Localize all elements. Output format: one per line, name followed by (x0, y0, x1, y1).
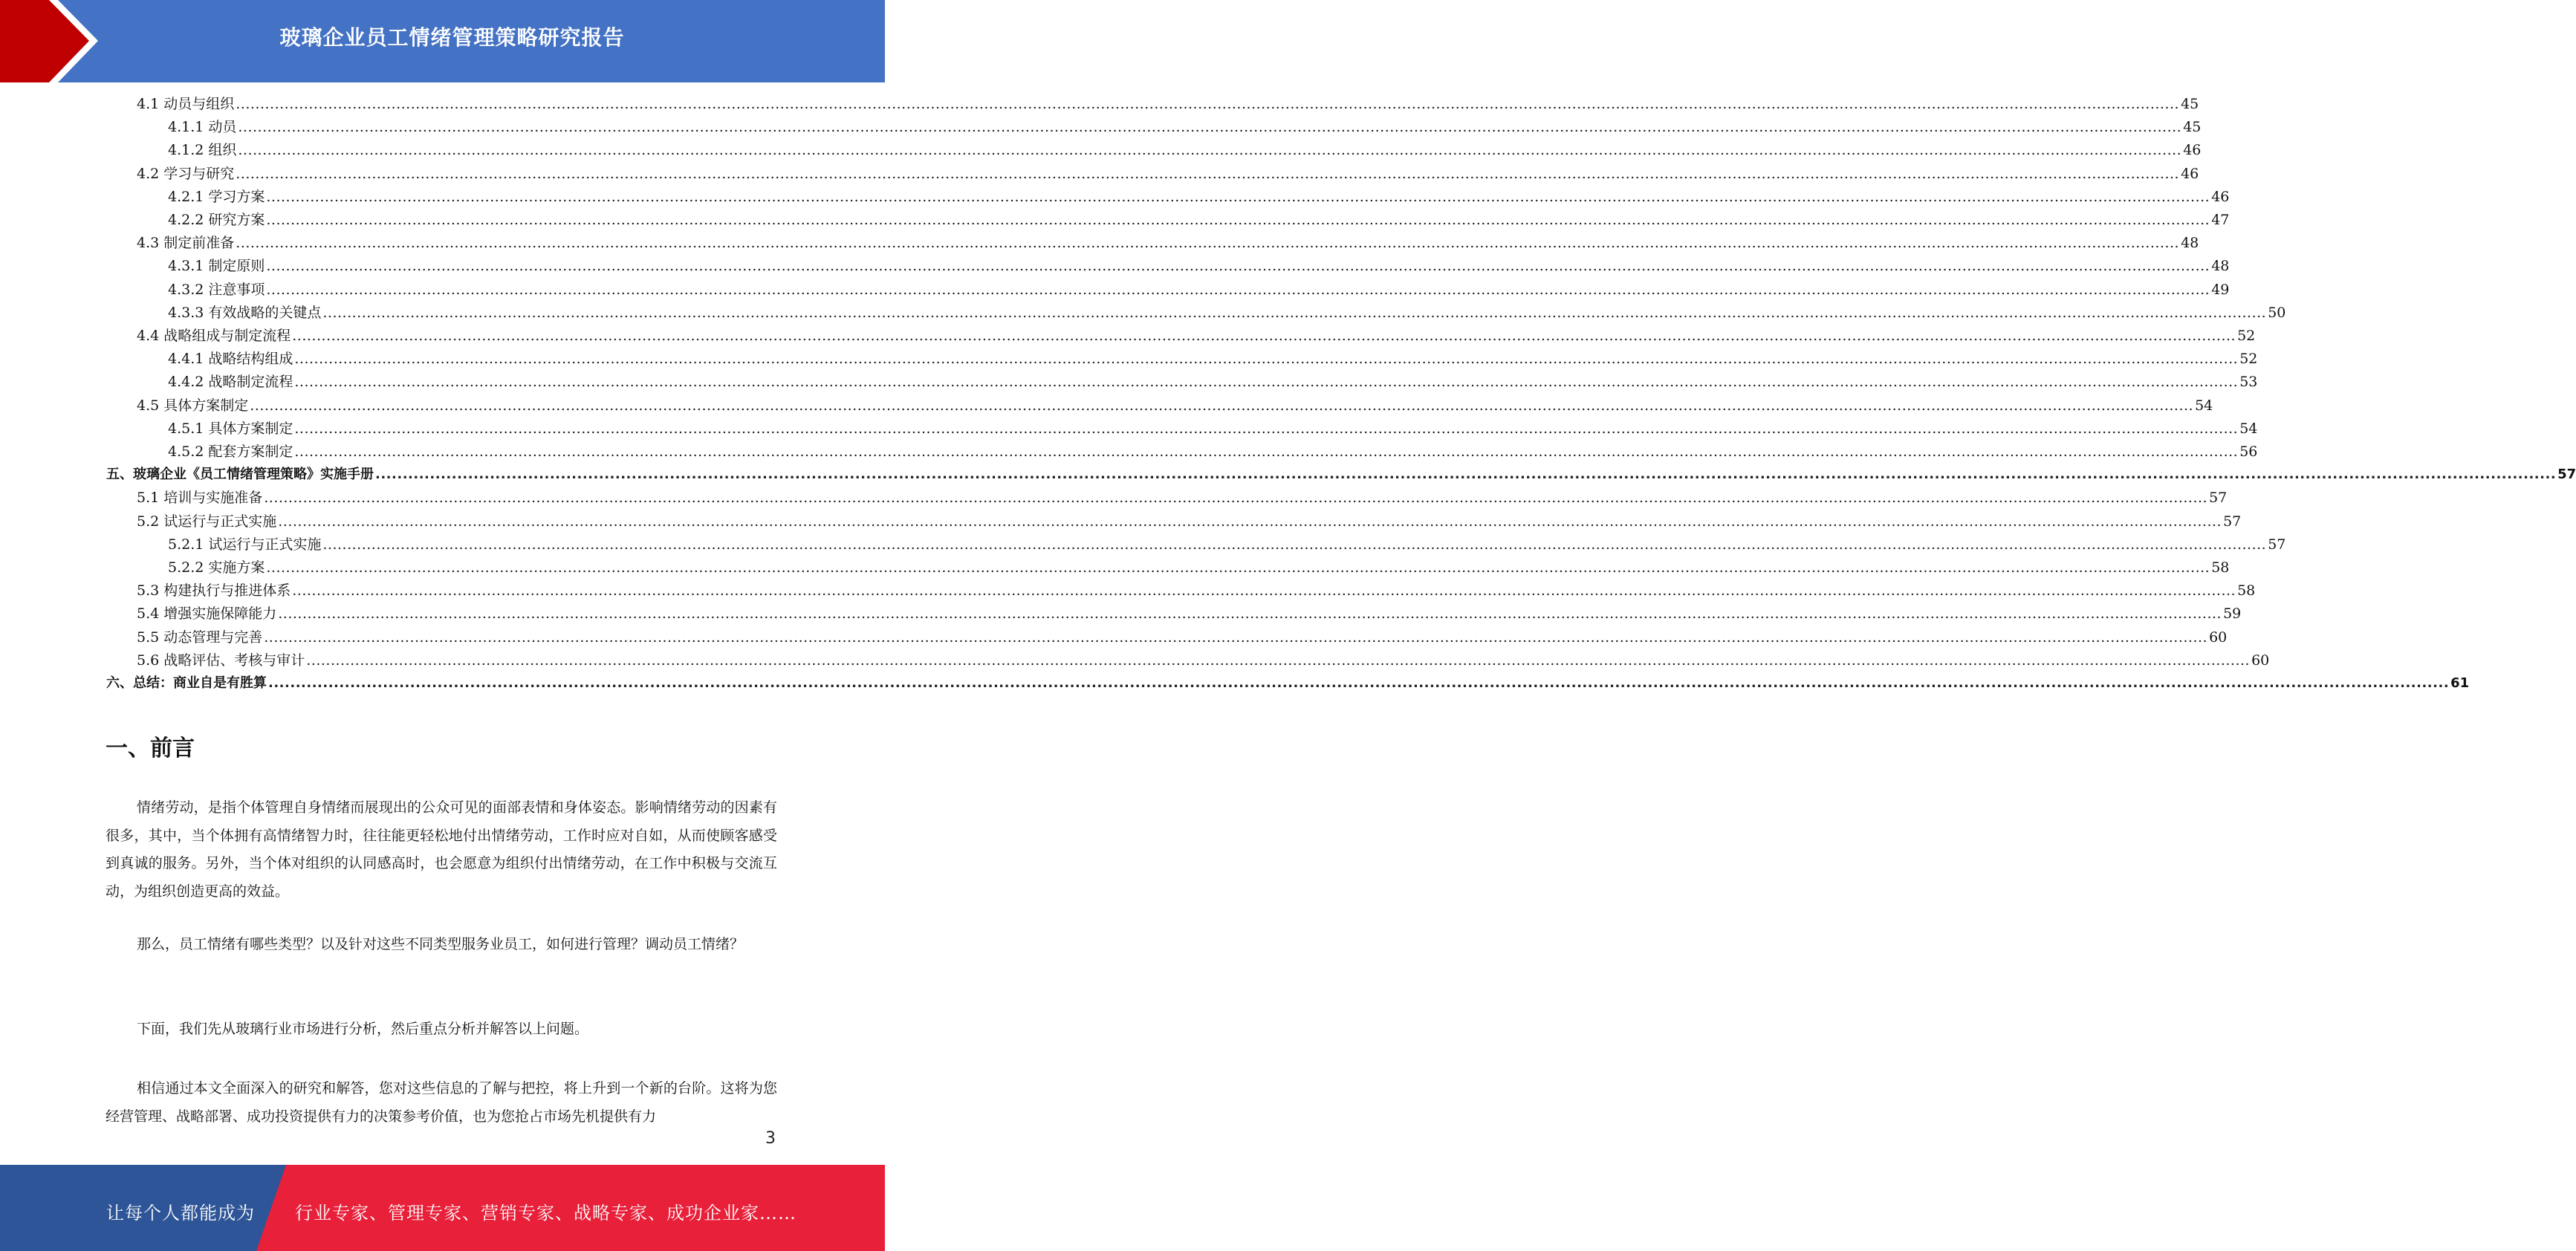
toc-entry[interactable] (137, 327, 2256, 345)
toc-entry-label: 4.3 制定前准备 (137, 235, 235, 252)
header-title: 玻璃企业员工情绪管理策略研究报告 (279, 25, 625, 50)
toc-entry[interactable] (168, 420, 2258, 438)
toc-entry-page: 57 (2268, 536, 2286, 553)
paragraph: 相信通过本文全面深入的研究和解答，您对这些信息的了解与把控，将上升到一个新的台阶。这将为您经营管理、战略部署、成功投资提供有力的决策参考价值，也为您抢占市场先机提供有力 (106, 1080, 777, 1125)
toc-entry[interactable] (168, 281, 2230, 299)
toc-entry[interactable] (137, 582, 2256, 599)
toc-entry[interactable] (137, 95, 2199, 113)
toc-entry-page: 58 (2237, 582, 2256, 599)
toc-leader-dots: ................................................................................................................................................................................................................................................................................................................................................................................................................ (266, 281, 2210, 298)
toc-entry-label: 4.3.1 制定原则 (168, 258, 265, 275)
toc-entry-label: 4.2 学习与研究 (137, 165, 235, 182)
paragraph: 下面，我们先从玻璃行业市场进行分析，然后重点分析并解答以上问题。 (137, 1021, 589, 1037)
toc-leader-dots: ................................................................................................................................................................................................................................................................................................................................................................................................................ (238, 142, 2182, 159)
toc-leader-dots: ................................................................................................................................................................................................................................................................................................................................................................................................................ (322, 304, 2267, 321)
toc-entry-page: 46 (2183, 142, 2202, 159)
toc-leader-dots: ................................................................................................................................................................................................................................................................................................................................................................................................................ (236, 165, 2180, 182)
footer-slogan-left: 让每个人都能成为 (106, 1203, 255, 1224)
toc-entry-label: 4.5.2 配套方案制定 (168, 443, 293, 460)
toc-entry[interactable] (137, 234, 2199, 252)
toc-entry-label: 4.5 具体方案制定 (137, 397, 249, 414)
toc-entry[interactable] (168, 141, 2202, 159)
toc-entry-page: 61 (2450, 675, 2470, 691)
toc-leader-dots: ................................................................................................................................................................................................................................................................................................................................................................................................................ (292, 328, 2236, 344)
footer-slogan-right: 行业专家、管理专家、营销专家、战略专家、成功企业家…… (295, 1203, 797, 1224)
toc-entry-label: 4.2.2 研究方案 (168, 212, 265, 228)
toc-leader-dots: ................................................................................................................................................................................................................................................................................................................................................................................................................ (266, 188, 2210, 205)
toc-entry[interactable] (137, 652, 2270, 669)
toc-leader-dots: ................................................................................................................................................................................................................................................................................................................................................................................................................ (236, 96, 2180, 112)
toc-entry[interactable] (137, 628, 2228, 646)
toc-entry[interactable] (168, 443, 2258, 461)
toc-entry-label: 4.4 战略组成与制定流程 (137, 328, 291, 344)
toc-entry-label: 5.4 增强实施保障能力 (137, 605, 277, 623)
toc-entry[interactable] (137, 513, 2242, 530)
toc-leader-dots: ................................................................................................................................................................................................................................................................................................................................................................................................................ (266, 212, 2210, 228)
toc-entry[interactable] (168, 118, 2202, 136)
toc-entry-page: 60 (2209, 628, 2228, 646)
toc-entry-label: 5.3 构建执行与推进体系 (137, 582, 291, 599)
toc-leader-dots: ................................................................................................................................................................................................................................................................................................................................................................................................................ (238, 119, 2182, 136)
toc-entry-page: 48 (2211, 258, 2230, 275)
toc-entry-label: 4.3.3 有效战略的关键点 (168, 304, 322, 321)
toc-leader-dots: ................................................................................................................................................................................................................................................................................................................................................................................................................ (250, 397, 2194, 414)
toc-entry[interactable] (168, 211, 2230, 229)
page-header (0, 0, 885, 82)
toc-entry-label: 4.2.1 学习方案 (168, 188, 265, 205)
toc-entry-page: 59 (2223, 605, 2242, 623)
toc-entry[interactable] (137, 605, 2242, 623)
toc-entry-label: 4.3.2 注意事项 (168, 281, 265, 298)
toc-entry-page: 60 (2251, 652, 2270, 669)
toc-entry[interactable] (168, 350, 2258, 368)
toc-entry-label: 4.4.2 战略制定流程 (168, 374, 293, 391)
toc-entry-label: 5.5 动态管理与完善 (137, 628, 263, 646)
toc-entry-label: 5.2 试运行与正式实施 (137, 513, 277, 530)
toc-leader-dots: ................................................................................................................................................................................................................................................................................................................................................................................................................ (294, 443, 2239, 460)
toc-entry[interactable] (106, 675, 2470, 692)
toc-leader-dots: ................................................................................................................................................................................................................................................................................................................................................................................................................ (294, 351, 2239, 368)
toc-leader-dots: ................................................................................................................................................................................................................................................................................................................................................................................................................ (322, 536, 2267, 553)
toc-entry-label: 4.5.1 具体方案制定 (168, 420, 293, 437)
toc-leader-dots: ................................................................................................................................................................................................................................................................................................................................................................................................................ (266, 258, 2210, 275)
toc-leader-dots: ................................................................................................................................................................................................................................................................................................................................................................................................................ (266, 559, 2210, 576)
toc-leader-dots: ................................................................................................................................................................................................................................................................................................................................................................................................................ (294, 374, 2239, 391)
toc-entry-page: 52 (2237, 328, 2256, 344)
toc-entry-page: 58 (2211, 559, 2230, 576)
toc-entry-label: 4.1.2 组织 (168, 142, 237, 159)
toc-entry[interactable] (137, 397, 2213, 415)
toc-entry-page: 57 (2223, 513, 2242, 530)
toc-entry-page: 54 (2239, 420, 2258, 437)
page-footer (0, 1165, 885, 1251)
toc-entry-label: 六、总结：商业自是有胜算 (106, 675, 267, 691)
toc-leader-dots: ................................................................................................................................................................................................................................................................................................................................................................................................................ (375, 467, 2557, 483)
toc-entry-page: 46 (2211, 188, 2230, 205)
toc-entry[interactable] (168, 559, 2230, 576)
page-number: 3 (765, 1129, 776, 1148)
toc-entry-label: 五、玻璃企业《员工情绪管理策略》实施手册 (106, 467, 374, 483)
toc-entry-page: 49 (2211, 281, 2230, 298)
toc-leader-dots: ................................................................................................................................................................................................................................................................................................................................................................................................................ (294, 420, 2239, 437)
toc-entry-page: 57 (2209, 490, 2228, 507)
toc-entry-label: 4.4.1 战略结构组成 (168, 351, 293, 368)
toc-entry[interactable] (106, 466, 2576, 484)
toc-entry-label: 4.1.1 动员 (168, 119, 237, 136)
toc-entry-page: 57 (2557, 467, 2576, 483)
toc-entry-page: 50 (2268, 304, 2286, 321)
toc-entry[interactable] (168, 304, 2286, 322)
toc-leader-dots: ................................................................................................................................................................................................................................................................................................................................................................................................................ (264, 490, 2208, 507)
paragraph: 那么，员工情绪有哪些类型？以及针对这些不同类型服务业员工，如何进行管理？调动员工情绪？ (137, 936, 744, 952)
paragraph: 情绪劳动，是指个体管理自身情绪而展现出的公众可见的面部表情和身体姿态。影响情绪劳动的因素有很多，其中，当个体拥有高情绪智力时，往往能更轻松地付出情绪劳动，工作时应对自如，从而使顾客感受到真诚的服务。另外，当个体对组织的认同感高时，也会愿意为组织付出情绪劳动，在工作中积极与交流互动，为组织创造更高的效益。 (106, 799, 777, 900)
toc-entry[interactable] (168, 373, 2258, 391)
toc-entry[interactable] (137, 165, 2199, 183)
toc-entry[interactable] (168, 188, 2230, 206)
toc-leader-dots: ................................................................................................................................................................................................................................................................................................................................................................................................................ (306, 652, 2251, 669)
toc-entry-page: 53 (2239, 374, 2258, 391)
toc-leader-dots: ................................................................................................................................................................................................................................................................................................................................................................................................................ (236, 235, 2180, 252)
toc-entry-label: 4.1 动员与组织 (137, 96, 235, 112)
toc-entry-page: 54 (2195, 397, 2213, 414)
toc-entry-page: 45 (2183, 119, 2202, 136)
toc-entry-page: 46 (2181, 165, 2199, 182)
toc-leader-dots: ................................................................................................................................................................................................................................................................................................................................................................................................................ (268, 675, 2450, 691)
section-heading: 一、前言 (106, 735, 195, 761)
toc-leader-dots: ................................................................................................................................................................................................................................................................................................................................................................................................................ (292, 582, 2236, 599)
toc-leader-dots: ................................................................................................................................................................................................................................................................................................................................................................................................................ (264, 628, 2208, 646)
toc-entry-label: 5.2.2 实施方案 (168, 559, 265, 576)
toc-entry-page: 45 (2181, 96, 2199, 112)
toc-entry-page: 48 (2181, 235, 2199, 252)
toc-entry-page: 56 (2239, 443, 2258, 460)
toc-leader-dots: ................................................................................................................................................................................................................................................................................................................................................................................................................ (278, 513, 2222, 530)
toc-entry-page: 52 (2239, 351, 2258, 368)
toc-entry[interactable] (137, 489, 2228, 507)
toc-entry-label: 5.2.1 试运行与正式实施 (168, 536, 322, 553)
toc-entry[interactable] (168, 536, 2286, 553)
toc-leader-dots: ................................................................................................................................................................................................................................................................................................................................................................................................................ (278, 605, 2222, 623)
toc-entry[interactable] (168, 257, 2230, 275)
toc-entry-label: 5.6 战略评估、考核与审计 (137, 652, 305, 669)
toc-entry-label: 5.1 培训与实施准备 (137, 490, 263, 507)
toc-entry-page: 47 (2211, 212, 2230, 228)
